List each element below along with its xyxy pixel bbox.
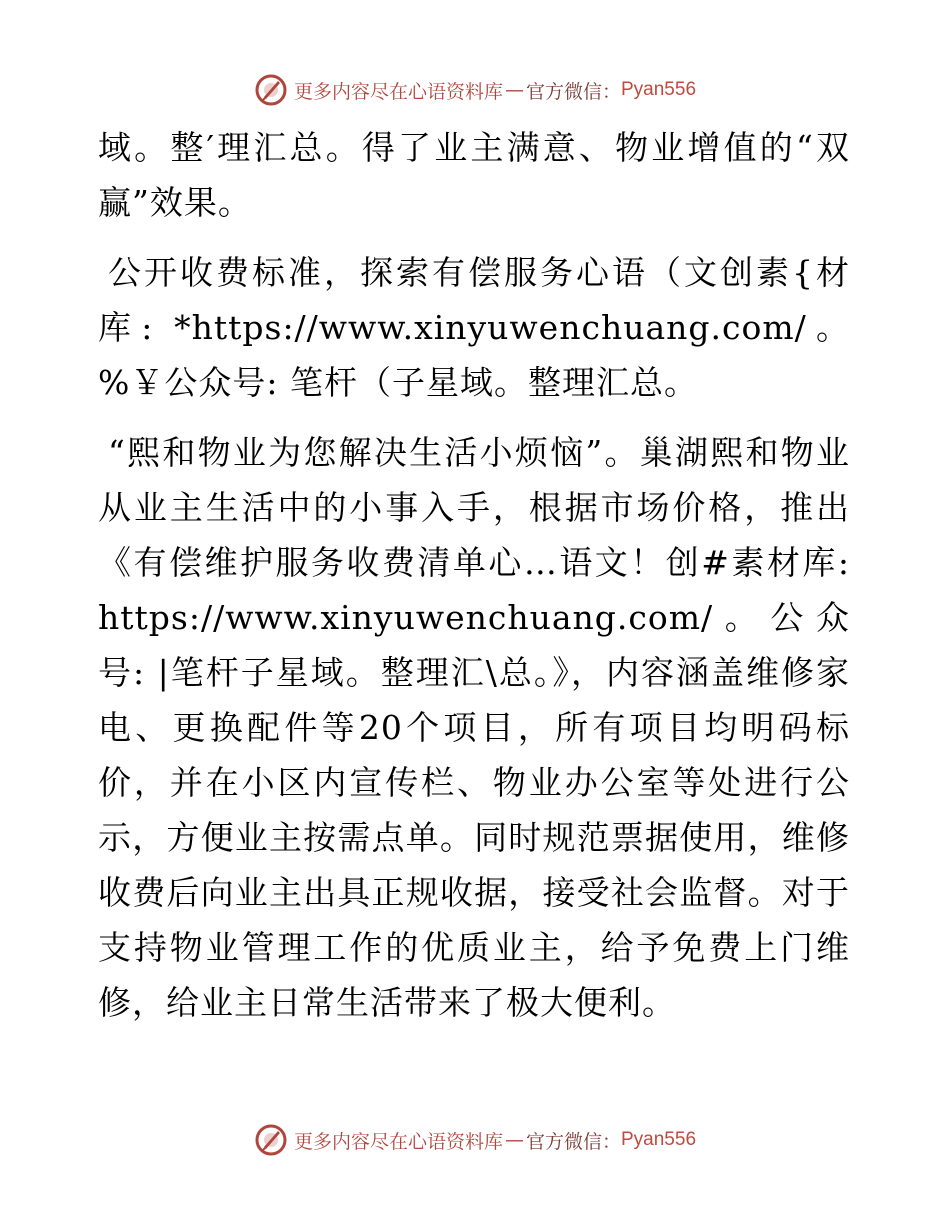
quill-logo-icon (254, 73, 288, 107)
quill-logo-icon (254, 1123, 288, 1157)
header-banner-text: 更多内容尽在心语资料库 (293, 80, 503, 103)
paragraph-1: 域。整′理汇总。得了业主满意、物业增值的“双赢”效果。 (98, 128, 850, 222)
header-banner (0, 70, 950, 110)
footer-wechat-id: Pyan556 (621, 1129, 697, 1150)
header-wechat-label: 官方微信： (525, 80, 621, 103)
paragraph-2: 公开收费标准，探索有偿服务心语（文创素{材库: *https://www.xinyuwenchuang.com/。%￥公众号: 笔杆（子星域。整理汇总。 (98, 253, 850, 402)
footer-banner-separator: — (504, 1129, 524, 1151)
document-body (98, 120, 850, 1030)
footer-banner (0, 1120, 950, 1160)
paragraph-3: “熙和物业为您解决生活小烦恼”。巢湖熙和物业从业主生活中的小事入手，根据市场价格，推出《有偿维护服务收费清单心…语文！创#素材库: https://www.xinyuwenchuang.com/。公众号: |笔杆子星域。整理汇\总。》，内容涵盖维修家电、更换配件等20个项目，所有项目均明码标价，并在小区内宣传栏、物业办公室等处进行公示，方便业主按需点单。同时规范票据使用，维修收费后向业主出具正规收据，接受社会监督。对于支持物业管理工作的优质业主，给予免费上门维修，给业主日常生活带来了极大便利。 (98, 433, 850, 1022)
header-banner-separator: — (504, 79, 524, 101)
footer-banner-text: 更多内容尽在心语资料库 (293, 1130, 503, 1153)
header-wechat-id: Pyan556 (621, 79, 697, 100)
footer-wechat-label: 官方微信： (525, 1130, 621, 1153)
